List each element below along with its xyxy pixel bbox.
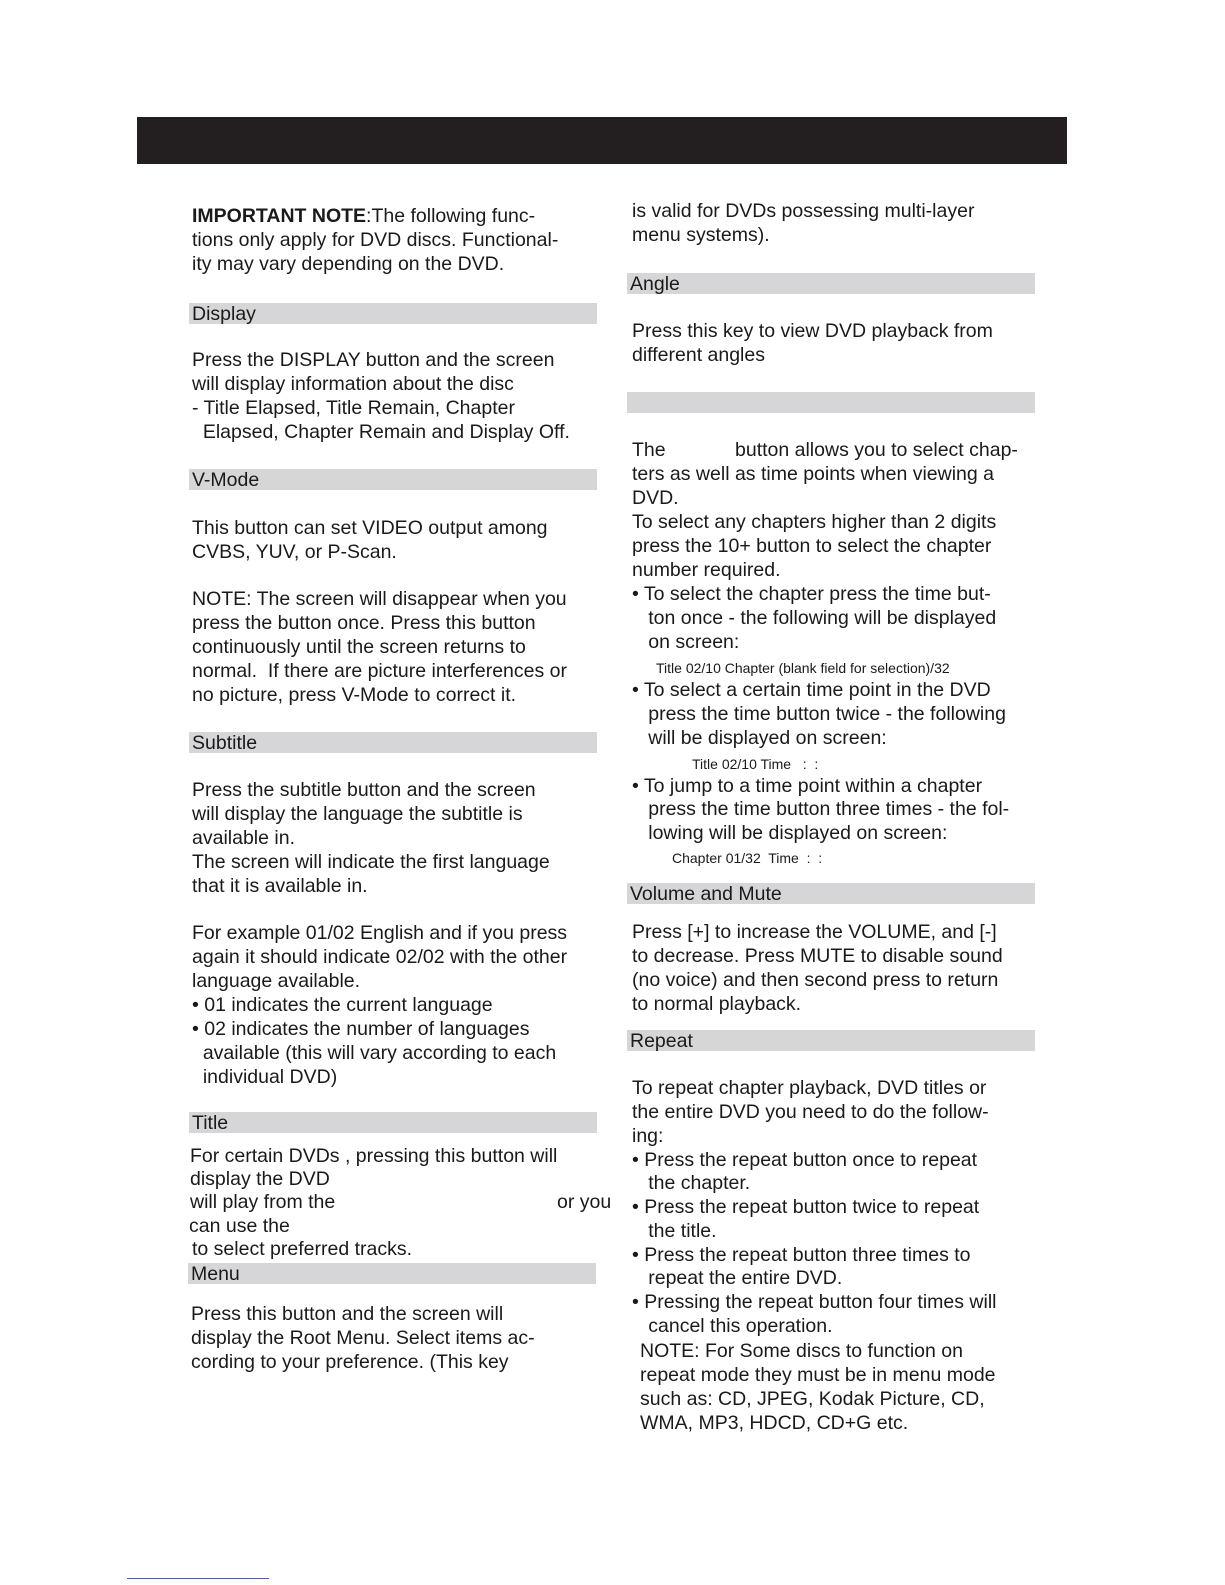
title-text-line: will play from the bbox=[190, 1191, 336, 1213]
title-text-line: to select preferred tracks. bbox=[192, 1238, 413, 1260]
repeat-bullet-line: • Pressing the repeat button four times will bbox=[632, 1291, 997, 1313]
subtitle-example-line: again it should indicate 02/02 with the other bbox=[192, 946, 568, 968]
subtitle-example-line: individual DVD) bbox=[192, 1066, 338, 1088]
vmode-note-line: no picture, press V-Mode to correct it. bbox=[192, 684, 517, 706]
time-text-line: number required. bbox=[632, 559, 781, 581]
vmode-note-line: NOTE: The screen will disappear when you bbox=[192, 588, 567, 610]
time-intro-text: button allows you to select chap- bbox=[735, 439, 1018, 461]
subtitle-example-line: • 01 indicates the current language bbox=[192, 994, 493, 1016]
repeat-bullet-line: the chapter. bbox=[632, 1172, 751, 1194]
title-text-line: display the DVD bbox=[190, 1168, 330, 1190]
subtitle-text-line: Press the subtitle button and the screen bbox=[192, 779, 536, 801]
vmode-text-line: CVBS, YUV, or P-Scan. bbox=[192, 541, 397, 563]
time-intro-word: The bbox=[632, 439, 666, 461]
repeat-bullet-line: • Press the repeat button twice to repeat bbox=[632, 1196, 980, 1218]
time-text-line: To select any chapters higher than 2 digits bbox=[632, 511, 997, 533]
repeat-bullet-line: cancel this operation. bbox=[632, 1315, 833, 1337]
repeat-heading: Repeat bbox=[627, 1030, 1035, 1051]
title-text-line: or you bbox=[557, 1191, 612, 1213]
repeat-note-line: such as: CD, JPEG, Kodak Picture, CD, bbox=[640, 1388, 985, 1410]
menu-heading: Menu bbox=[188, 1263, 596, 1284]
important-note-label: IMPORTANT NOTE bbox=[192, 205, 367, 227]
menu-continued-line: is valid for DVDs possessing multi-layer bbox=[632, 200, 975, 222]
vmode-heading: V-Mode bbox=[189, 469, 597, 490]
volume-text-line: to decrease. Press MUTE to disable sound bbox=[632, 945, 1003, 967]
subtitle-text-line: available in. bbox=[192, 827, 295, 849]
display-text-line: - Title Elapsed, Title Remain, Chapter bbox=[192, 397, 515, 419]
vmode-note-line: normal. If there are picture interferences or bbox=[192, 660, 568, 682]
volume-text-line: Press [+] to increase the VOLUME, and [-] bbox=[632, 921, 997, 943]
subtitle-text-line: The screen will indicate the first language bbox=[192, 851, 550, 873]
volume-text-line: to normal playback. bbox=[632, 993, 802, 1015]
subtitle-text-line: that it is available in. bbox=[192, 875, 368, 897]
repeat-text-line: the entire DVD you need to do the follow- bbox=[632, 1101, 989, 1123]
time-bullet-line: will be displayed on screen: bbox=[632, 727, 887, 749]
title-text-line: For certain DVDs , pressing this button will bbox=[190, 1145, 558, 1167]
title-text-line: can use the bbox=[189, 1215, 290, 1237]
repeat-note-line: repeat mode they must be in menu mode bbox=[640, 1364, 996, 1386]
menu-continued-line: menu systems). bbox=[632, 224, 770, 246]
volume-text-line: (no voice) and then second press to return bbox=[632, 969, 999, 991]
time-bullet-line: press the time button three times - the fol- bbox=[632, 798, 1010, 820]
repeat-text-line: ing: bbox=[632, 1125, 664, 1147]
repeat-bullet-line: • Press the repeat button three times to bbox=[632, 1244, 971, 1266]
subtitle-example-line: available (this will vary according to each bbox=[192, 1042, 557, 1064]
time-bullet-line: • To select a certain time point in the DVD bbox=[632, 679, 991, 701]
menu-text-line: Press this button and the screen will bbox=[191, 1303, 504, 1325]
time-text-line: DVD. bbox=[632, 487, 679, 509]
time-bullet-line: press the time button twice - the following bbox=[632, 703, 1006, 725]
time-bullet-line: ton once - the following will be displayed bbox=[632, 607, 997, 629]
time-display-example-2: Title 02/10 Time : : bbox=[692, 756, 819, 772]
vmode-note-line: press the button once. Press this button bbox=[192, 612, 536, 634]
volume-heading: Volume and Mute bbox=[627, 883, 1035, 904]
important-note-text: :The following func- bbox=[366, 205, 536, 227]
time-heading bbox=[627, 392, 1035, 413]
angle-heading: Angle bbox=[627, 273, 1035, 294]
important-note-line-2: tions only apply for DVD discs. Functional- bbox=[192, 229, 559, 251]
title-heading: Title bbox=[189, 1112, 597, 1133]
repeat-note-line: NOTE: For Some discs to function on bbox=[640, 1340, 963, 1362]
footer-divider bbox=[127, 1578, 269, 1579]
vmode-text-line: This button can set VIDEO output among bbox=[192, 517, 548, 539]
angle-text-line: Press this key to view DVD playback from bbox=[632, 320, 993, 342]
display-text-line: Press the DISPLAY button and the screen bbox=[192, 349, 555, 371]
time-bullet-line: on screen: bbox=[632, 631, 740, 653]
subtitle-example-line: language available. bbox=[192, 970, 361, 992]
vmode-note-line: continuously until the screen returns to bbox=[192, 636, 526, 658]
subtitle-text-line: will display the language the subtitle is bbox=[192, 803, 523, 825]
time-display-example-1: Title 02/10 Chapter (blank field for selection)/32 bbox=[656, 660, 950, 676]
subtitle-heading: Subtitle bbox=[189, 732, 597, 753]
repeat-note-line: WMA, MP3, HDCD, CD+G etc. bbox=[640, 1412, 909, 1434]
header-bar bbox=[137, 117, 1067, 164]
time-text-line: ters as well as time points when viewing a bbox=[632, 463, 994, 485]
subtitle-example-line: • 02 indicates the number of languages bbox=[192, 1018, 530, 1040]
time-bullet-line: • To select the chapter press the time but- bbox=[632, 583, 991, 605]
important-note-line bbox=[192, 204, 535, 228]
menu-text-line: display the Root Menu. Select items ac- bbox=[191, 1327, 535, 1349]
display-text-line: will display information about the disc bbox=[192, 373, 514, 395]
menu-text-line: cording to your preference. (This key bbox=[191, 1351, 509, 1373]
important-note-line-3: ity may vary depending on the DVD. bbox=[192, 253, 505, 275]
time-text-line: press the 10+ button to select the chapter bbox=[632, 535, 992, 557]
repeat-text-line: To repeat chapter playback, DVD titles or bbox=[632, 1077, 987, 1099]
time-display-example-3: Chapter 01/32 Time : : bbox=[672, 850, 823, 866]
time-bullet-line: • To jump to a time point within a chapter bbox=[632, 775, 983, 797]
display-text-line: Elapsed, Chapter Remain and Display Off. bbox=[192, 421, 570, 443]
time-bullet-line: lowing will be displayed on screen: bbox=[632, 822, 948, 844]
angle-text-line: different angles bbox=[632, 344, 765, 366]
repeat-bullet-line: the title. bbox=[632, 1220, 717, 1242]
repeat-bullet-line: repeat the entire DVD. bbox=[632, 1267, 843, 1289]
display-heading: Display bbox=[189, 303, 597, 324]
repeat-bullet-line: • Press the repeat button once to repeat bbox=[632, 1149, 978, 1171]
subtitle-example-line: For example 01/02 English and if you press bbox=[192, 922, 568, 944]
